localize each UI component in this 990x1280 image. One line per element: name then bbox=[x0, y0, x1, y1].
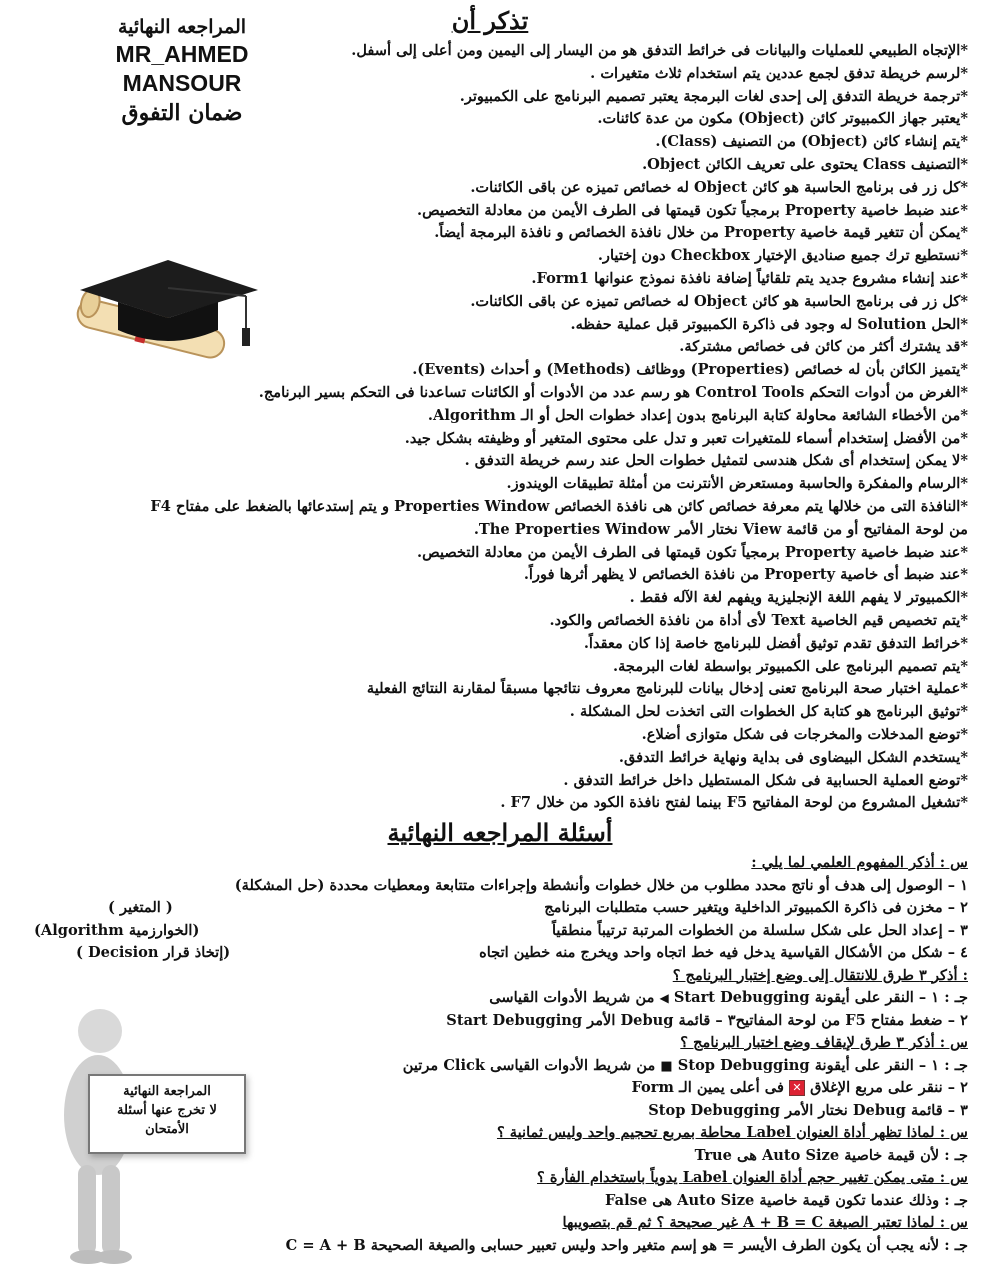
fact-line: *كل زر فى برنامج الحاسبة هو كائن Object له خصائص تميزه عن باقى الكائنات. bbox=[470, 178, 968, 196]
fact-line: *الرسام والمفكرة والحاسبة ومستعرض الأنترنت من أمثلة تطبيقات الويندوز. bbox=[506, 475, 968, 493]
answer-text: جـ : ١ – النقر على أيقونة Start Debugging bbox=[673, 989, 968, 1006]
item-text: ٢ – مخزن فى ذاكرة الكمبيوتر الداخلية ويتغير حسب متطلبات البرنامج bbox=[544, 899, 968, 916]
section-remember-title: تذكر أن bbox=[451, 6, 529, 35]
fact-line: *يتم إنشاء كائن (Object) من التصنيف (Class). bbox=[655, 133, 968, 151]
fact-line: *لا يمكن إستخدام أى شكل هندسى لتمثيل خطوات الحل عند رسم خريطة التدفق . bbox=[464, 452, 968, 470]
answer-5: جـ : وذلك عندما تكون قيمة خاصية Auto Size هى False bbox=[605, 1191, 968, 1209]
fact-line: *عملية اختبار صحة البرنامج تعنى إدخال بيانات للبرنامج معروف نتائجها مسبقاً لمقارنة النتائج الفعلية bbox=[366, 680, 968, 698]
answer-text: ٢ – ننقر على مربع الإغلاق bbox=[810, 1079, 968, 1096]
question-1-item bbox=[28, 920, 968, 943]
fact-line: *ترجمة خريطة التدفق إلى إحدى لغات البرمجة يعتبر تصميم البرنامج على الكمبيوتر. bbox=[459, 87, 968, 105]
fact-line: *لرسم خريطة تدفق لجمع عددين يتم استخدام ثلاث متغيرات . bbox=[590, 64, 968, 82]
fact-line: *يتم تصميم البرنامج على الكمبيوتر بواسطة لغات البرمجة. bbox=[613, 657, 968, 675]
stop-square-icon: ■ bbox=[660, 1058, 673, 1074]
facts-list bbox=[28, 40, 968, 815]
question-1-item bbox=[28, 875, 968, 898]
sign-line: الأمتحان bbox=[145, 1122, 189, 1137]
answer-6: جـ : لأنه يجب أن يكون الطرف الأيسر = هو إسم متغير واحد وليس تعبير حسابى والصيغة الصحيحة C = A + B bbox=[285, 1236, 968, 1254]
play-triangle-icon: ◀ bbox=[659, 991, 669, 1005]
fact-line: *عند ضبط خاصية Property برمجياً تكون قيمتها فى الطرف الأيمن من معادلة التخصيص. bbox=[416, 543, 968, 561]
sign-line: لا تخرج عنها أسئلة bbox=[117, 1103, 217, 1118]
fact-line: *توضع العملية الحسابية فى شكل المستطيل داخل خرائط التدفق . bbox=[563, 771, 968, 789]
fact-line: *قد يشترك أكثر من كائن فى خصائص مشتركة. bbox=[679, 338, 968, 356]
fact-line: *الغرض من أدوات التحكم Control Tools هو رسم عدد من الأدوات أو الكائنات تساعدنا فى التحكم بسير البرنامج. bbox=[258, 383, 968, 401]
fact-line: *توضع المدخلات والمخرجات فى شكل متوازى أضلاع. bbox=[641, 725, 968, 743]
brand-slogan: ضمان التفوق bbox=[121, 100, 243, 126]
fact-line: *نستطيع ترك جميع صناديق الإختيار Checkbox دون إختيار. bbox=[597, 247, 968, 265]
fact-line: *النافذة التى من خلالها يتم معرفة خصائص كائن هى نافذة الخصائص Properties Window و يتم إستدعائها بالضغط على مفتاح F4 bbox=[150, 497, 968, 515]
brand-name-2: MANSOUR bbox=[122, 70, 242, 96]
question-3: س : أذكر ٣ طرق لإيقاف وضع اختبار البرنامج ؟ bbox=[680, 1034, 968, 1051]
fact-line: *يتم تخصيص قيم الخاصية Text لأى أداة من نافذة الخصائص والكود. bbox=[549, 611, 968, 629]
item-answer: ( المتغير ) bbox=[108, 899, 173, 916]
fact-line: *يعتبر جهاز الكمبيوتر كائن (Object) مكون من عدة كائنات. bbox=[597, 110, 968, 128]
answer-4: جـ : لأن قيمة خاصية Auto Size هى True bbox=[694, 1146, 968, 1164]
answer-text: من شريط الأدوات القياسى Click مرتين bbox=[402, 1056, 656, 1074]
fact-line: *يمكن أن تتغير قيمة خاصية Property من خلال نافذة الخصائص و نافذة البرمجة أيضاً. bbox=[434, 224, 968, 242]
item-text: ٣ – إعداد الحل على شكل سلسلة من الخطوات المرتبة ترتيباً منطقياً bbox=[551, 921, 968, 939]
fact-line: *يتميز الكائن بأن له خصائص (Properties) ووظائف (Methods) و أحداث (Events). bbox=[412, 361, 968, 379]
fact-line: *عند إنشاء مشروع جديد يتم تلقائياً إضافة نافذة نموذج عنوانها Form1. bbox=[531, 269, 968, 287]
fact-line: *من الأخطاء الشائعة محاولة كتابة البرنامج بدون إعداد خطوات الحل أو الـ Algorithm. bbox=[427, 406, 968, 424]
fact-line: *من الأفضل إستخدام أسماء للمتغيرات تعبر و تدل على محتوى المتغير أو وظيفته بشكل جيد. bbox=[404, 429, 968, 447]
section-questions-title: أسئلة المراجعه النهائية bbox=[387, 818, 613, 847]
item-answer: (إتخاذ قرار Decision ) bbox=[76, 944, 231, 961]
question-6: س : لماذا تعتبر الصيغة A + B = C غير صحيحة ؟ ثم قم بتصويبها bbox=[562, 1214, 968, 1231]
item-text: ٤ – شكل من الأشكال القياسية يدخل فيه خط اتجاه واحد ويخرج منه خطين اتجاه bbox=[479, 944, 968, 961]
sign-line: المراجعة النهائية bbox=[123, 1084, 211, 1099]
fact-line: *خرائط التدفق تقدم توثيق أفضل للبرنامج خاصة إذا كان معقداً. bbox=[583, 634, 968, 652]
item-text: ١ – الوصول إلى هدف أو ناتج محدد مطلوب من خلال خطوات وأنشطة وإجراءات متتابعة ومعطيات محددة (حل المشكلة) bbox=[234, 876, 968, 894]
answer-text: فى أعلى يمين الـ Form bbox=[631, 1079, 784, 1096]
brand-name-1: MR_AHMED bbox=[115, 41, 249, 67]
close-box-icon: ✕ bbox=[789, 1080, 805, 1096]
answer-2-line-2: ٢ – ضغط مفتاح F5 من لوحة المفاتيح٣ – قائمة Debug الأمر Start Debugging bbox=[446, 1011, 968, 1029]
question-4: س : لماذا تظهر أداة العنوان Label محاطة بمربع تحجيم واحد وليس ثمانية ؟ bbox=[496, 1124, 968, 1141]
fact-line: *توثيق البرنامج هو كتابة كل الخطوات التى اتخذت لحل المشكلة . bbox=[569, 703, 968, 721]
fact-line: *عند ضبط أى خاصية Property من نافذة الخصائص لا يظهر أثرها فوراً. bbox=[523, 566, 968, 584]
fact-line: *التصنيف Class يحتوى على تعريف الكائن Object. bbox=[642, 155, 968, 173]
answer-text: جـ : ١ – النقر على أيقونة Stop Debugging bbox=[677, 1056, 968, 1074]
fact-line: *تشغيل المشروع من لوحة المفاتيح F5 بينما لفتح نافذة الكود من خلال F7 . bbox=[500, 794, 968, 812]
fact-line: *الإتجاه الطبيعي للعمليات والبيانات فى خرائط التدفق هو من اليسار إلى اليمين ومن أعلى إلى أسفل. bbox=[351, 42, 968, 59]
fact-line: *يستخدم الشكل البيضاوى فى بداية ونهاية خرائط التدفق. bbox=[618, 748, 968, 766]
answer-text: من شريط الأدوات القياسى bbox=[489, 989, 655, 1006]
item-answer: (الخوارزمية Algorithm) bbox=[34, 921, 200, 939]
answer-3-line-3: ٣ – قائمة Debug نختار الأمر Stop Debugging bbox=[648, 1101, 968, 1119]
fact-line: *الحل Solution له وجود فى ذاكرة الكمبيوتر قبل عملية حفظه. bbox=[570, 315, 968, 333]
fact-line: *كل زر فى برنامج الحاسبة هو كائن Object له خصائص تميزه عن باقى الكائنات. bbox=[470, 292, 968, 310]
brand-title: المراجعه النهائية bbox=[117, 16, 247, 38]
question-1-item bbox=[28, 897, 968, 920]
fact-line: *عند ضبط خاصية Property برمجياً تكون قيمتها فى الطرف الأيمن من معادلة التخصيص. bbox=[416, 201, 968, 219]
question-2: : أذكر ٣ طرق للانتقال إلى وضع إختبار البرنامج ؟ bbox=[672, 966, 968, 984]
question-1: س : أذكر المفهوم العلمي لما يلي : bbox=[751, 854, 968, 871]
question-5: س : متى يمكن تغيير حجم أداة العنوان Label يدوياً باستخدام الفأرة ؟ bbox=[537, 1169, 968, 1186]
fact-line: من لوحة المفاتيح أو من قائمة View نختار الأمر The Properties Window. bbox=[473, 520, 968, 538]
fact-line: *الكمبيوتر لا يفهم اللغة الإنجليزية ويفهم لغة الآله فقط . bbox=[629, 589, 968, 607]
graduation-cap-icon bbox=[68, 252, 268, 372]
question-1-item bbox=[28, 942, 968, 965]
review-sign bbox=[88, 1074, 246, 1154]
